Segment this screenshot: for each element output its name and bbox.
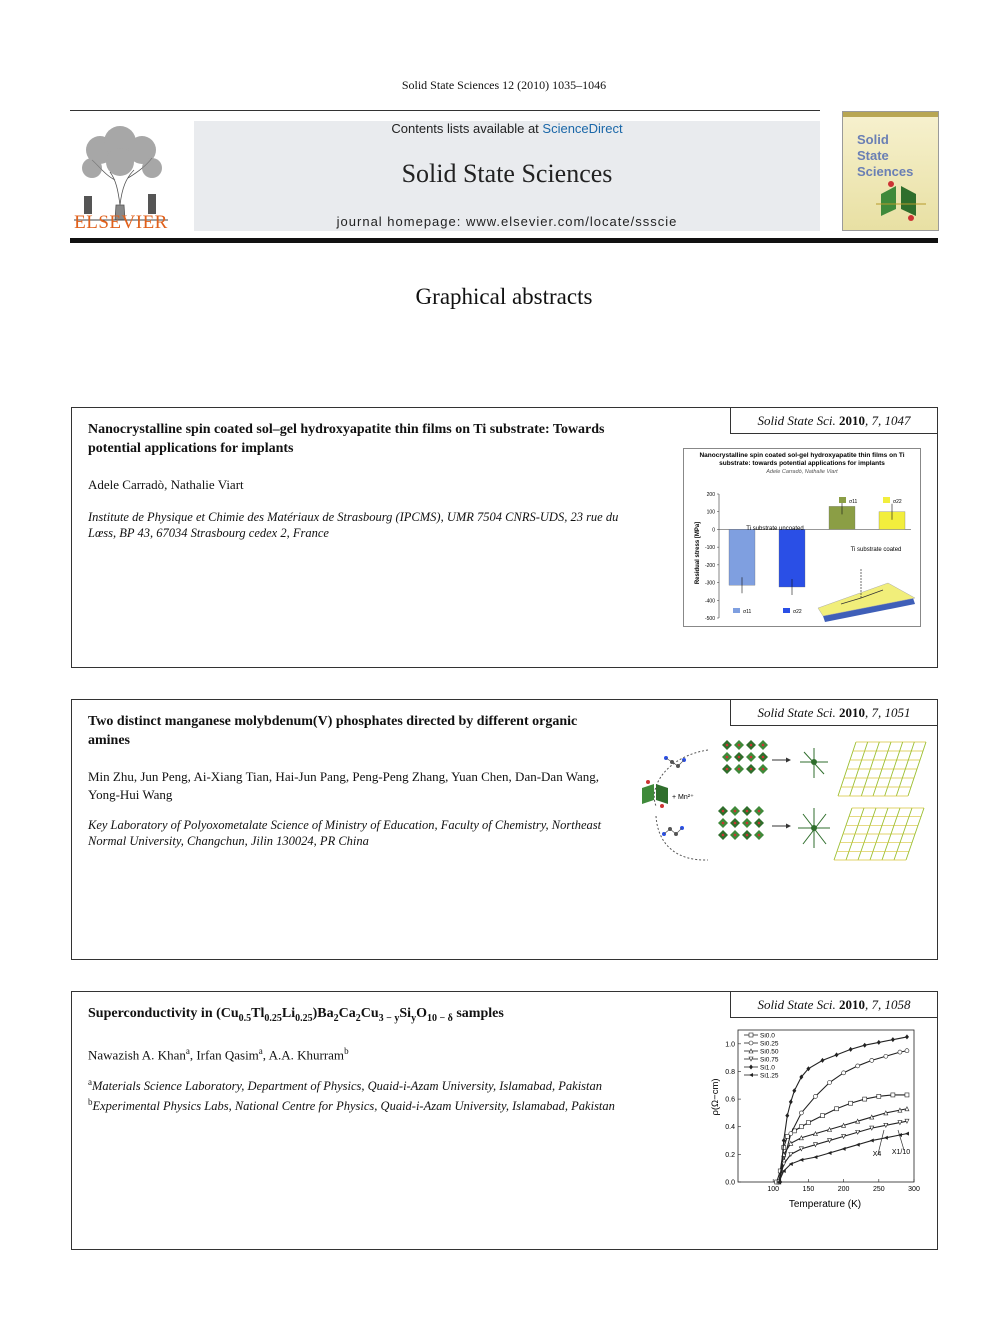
- legend-label-s11-bottom: σ11: [743, 609, 752, 615]
- legend-label-s22-bottom: σ22: [793, 609, 802, 615]
- affiliation-marker: a: [88, 1077, 92, 1087]
- legend-swatch-s22-uncoated: [783, 608, 790, 613]
- affiliation-text: Experimental Physics Labs, National Centre for Physics, Quaid-i-Azam University, Islamabad, Pakistan: [92, 1099, 615, 1114]
- oxygen-atom: [722, 834, 725, 837]
- ref-volume-page: , 7, 1058: [865, 997, 911, 1012]
- title-formula-part: 3 − y: [378, 1012, 400, 1024]
- article-authors: Min Zhu, Jun Peng, Ai-Xiang Tian, Hai-Jun Pang, Peng-Peng Zhang, Yuan Chen, Dan-Dan Wang, Yong-Hui Wang: [88, 769, 599, 802]
- oxygen-atom: [762, 744, 765, 747]
- affiliation-line: [88, 1074, 622, 1094]
- author-affil-marker: b: [344, 1046, 349, 1056]
- data-point-Si1.25: [813, 1155, 817, 1159]
- title-formula-part: 2: [333, 1012, 339, 1024]
- ref-journal: Solid State Sci.: [757, 413, 836, 428]
- title-formula-part: O: [416, 1006, 427, 1021]
- bar-y-tick-label: 0: [712, 527, 715, 534]
- data-point-Si0.25: [828, 1081, 832, 1085]
- oxygen-atom: [726, 768, 729, 771]
- oxygen-atom: [758, 834, 761, 837]
- article-title: Two distinct manganese molybdenum(V) phosphates directed by different organic amines: [88, 714, 578, 748]
- article-reference[interactable]: [730, 700, 937, 726]
- data-point-Si1.0: [820, 1058, 824, 1063]
- oxygen-atom: [722, 822, 725, 825]
- line-x-axis-label: Temperature (K): [788, 1199, 862, 1210]
- data-point-Si0.25: [884, 1054, 888, 1058]
- journal-cover-image: [842, 111, 939, 231]
- legend-swatch-s22-coated: [883, 497, 890, 503]
- oxygen-atom: [734, 834, 737, 837]
- cover-word-3: Sciences: [857, 164, 914, 179]
- data-point-Si0.25: [905, 1049, 909, 1053]
- elsevier-wordmark: ELSEVIER: [74, 212, 168, 233]
- article-authors: Adele Carradò, Nathalie Viart: [88, 477, 244, 492]
- legend-swatch-s11-coated: [839, 497, 846, 503]
- data-point-Si1.25: [856, 1143, 860, 1147]
- bar-y-tick-label: 100: [706, 509, 715, 516]
- data-point-Si0.0: [806, 1121, 810, 1125]
- data-point-Si1.0: [849, 1047, 853, 1052]
- title-formula-part: samples: [452, 1006, 504, 1021]
- x-tick-label: 250: [872, 1186, 885, 1193]
- series-line-Si1.25: [779, 1134, 907, 1182]
- data-point-Si1.0: [891, 1037, 895, 1042]
- article-title: Nanocrystalline spin coated sol–gel hydroxyapatite thin films on Ti substrate: Towards potential applications for implants: [88, 422, 605, 456]
- oxygen-atom: [750, 744, 753, 747]
- x-tick-label: 100: [767, 1186, 780, 1193]
- oxygen-atom: [762, 756, 765, 759]
- oxygen-atom: [722, 810, 725, 813]
- title-formula-part: Si: [399, 1006, 412, 1021]
- ref-year: 2010: [839, 413, 866, 428]
- data-point-Si0.25: [856, 1064, 860, 1068]
- oxygen-atom: [734, 810, 737, 813]
- resistivity-temperature-plot: [698, 1022, 930, 1216]
- article-authors: Nawazish A. Khan$^a$, Irfan Qasim$^a$, A.A. Khurram$^b$: [88, 1046, 349, 1063]
- legend-label-Si0.75: Si0.75: [760, 1056, 779, 1064]
- journal-masthead: [194, 121, 820, 231]
- author-name: Irfan Qasim: [196, 1047, 259, 1063]
- data-point-Si0.0: [785, 1134, 789, 1138]
- data-point-Si1.25: [842, 1147, 846, 1151]
- bar-y-tick-label: -400: [704, 598, 715, 605]
- framework-net-top: [838, 742, 926, 796]
- bar-σ11-0: [729, 529, 755, 585]
- data-point-Si0.25: [870, 1058, 874, 1062]
- abstract-card-3: [71, 991, 938, 1250]
- data-point-Si1.25: [905, 1132, 909, 1136]
- x-tick-label: 150: [802, 1186, 815, 1193]
- oxygen-atom: [726, 756, 729, 759]
- title-formula-part: )Ba: [312, 1006, 334, 1021]
- coordination-star-top: [800, 748, 828, 778]
- oxygen-atom: [758, 810, 761, 813]
- legend-swatch-s11-uncoated: [733, 608, 740, 613]
- oxygen-atom: [750, 768, 753, 771]
- legend-label-s11: σ11: [849, 499, 858, 505]
- legend-label-s22: σ22: [893, 499, 902, 505]
- oxygen-atom: [746, 810, 749, 813]
- header-rule: [70, 110, 820, 111]
- x-tick-label: 300: [908, 1186, 920, 1193]
- y-tick-label: 0.4: [725, 1124, 735, 1132]
- bar-y-tick-label: 200: [706, 492, 715, 498]
- figure-title-line-2: substrate: towards potential applications for implants: [719, 460, 885, 467]
- data-point-Si1.0: [789, 1099, 793, 1104]
- oxygen-atom: [746, 834, 749, 837]
- title-formula-part: Li: [281, 1006, 296, 1021]
- abstract-card-2: [71, 699, 938, 960]
- data-point-Si0.25: [789, 1132, 793, 1136]
- title-formula-part: Cu: [360, 1006, 379, 1021]
- mn-ion-label: + Mn²⁺: [672, 794, 694, 801]
- legend-label-Si1.25: Si1.25: [760, 1072, 779, 1080]
- y-tick-label: 1.0: [725, 1041, 735, 1049]
- article-affiliation: Key Laboratory of Polyoxometalate Science of Ministry of Education, Faculty of Chemistry, Northeast Normal University, Changchun, Jilin 130024, PR China: [88, 818, 602, 848]
- title-formula-part: Superconductivity in (Cu: [88, 1006, 239, 1021]
- data-point-Si1.25: [870, 1139, 874, 1143]
- data-point-Si0.0: [891, 1093, 895, 1097]
- oxygen-atom: [726, 744, 729, 747]
- legend-marker-Si1.0: [749, 1065, 753, 1070]
- data-point-Si0.0: [799, 1125, 803, 1129]
- bar-y-tick-label: -200: [704, 562, 715, 569]
- line-y-axis-label: ρ(Ω−cm): [710, 1078, 721, 1116]
- ref-journal: Solid State Sci.: [757, 705, 836, 720]
- coordination-star-bottom: [798, 808, 830, 848]
- abstract-card-1: [71, 407, 938, 668]
- title-formula-part: 10 − δ: [426, 1012, 453, 1024]
- residual-stress-figure: [683, 448, 921, 628]
- journal-title: Solid State Sciences: [401, 159, 613, 188]
- bar-y-tick-label: -100: [704, 545, 715, 552]
- crystal-structure-scheme: [638, 736, 928, 872]
- y-tick-label: 0.0: [725, 1179, 735, 1187]
- oxygen-atom: [738, 756, 741, 759]
- title-formula-part: Ca: [338, 1006, 356, 1021]
- y-tick-label: 0.8: [725, 1068, 735, 1076]
- bar-category-label-coated: Ti substrate coated: [850, 547, 902, 553]
- legend-label-Si0.25: Si0.25: [760, 1040, 779, 1048]
- data-point-Si0.0: [863, 1097, 867, 1101]
- legend-label-Si0.50: Si0.50: [760, 1048, 779, 1056]
- ref-volume-page: , 7, 1047: [865, 413, 911, 428]
- journal-citation: Solid State Sciences 12 (2010) 1035–1046: [401, 78, 607, 92]
- title-formula-part: 2: [355, 1012, 361, 1024]
- data-point-Si0.25: [799, 1111, 803, 1115]
- header-thick-rule: [70, 238, 938, 243]
- journal-homepage[interactable]: journal homepage: www.elsevier.com/locate/ssscie: [336, 214, 678, 229]
- amine-molecule-top: [664, 756, 686, 768]
- ref-journal: Solid State Sci.: [757, 997, 836, 1012]
- cover-word-2: State: [857, 148, 889, 163]
- oxygen-atom: [750, 756, 753, 759]
- data-point-Si1.0: [905, 1034, 909, 1039]
- oxygen-atom: [762, 768, 765, 771]
- ref-year: 2010: [839, 997, 866, 1012]
- annotation-x110: X1/10: [891, 1149, 911, 1156]
- legend-marker-Si1.25: [749, 1073, 753, 1077]
- title-formula-part: 0.25: [264, 1012, 282, 1024]
- data-point-Si1.25: [828, 1151, 832, 1155]
- data-point-Si1.25: [884, 1136, 888, 1140]
- annotation-arrow-x110: [898, 1130, 904, 1150]
- sciencedirect-link[interactable]: ScienceDirect: [542, 121, 623, 136]
- data-point-Si1.25: [799, 1158, 803, 1162]
- y-tick-label: 0.6: [725, 1096, 735, 1104]
- article-reference[interactable]: [730, 992, 937, 1018]
- article-title: [88, 1004, 622, 1028]
- bar-σ22-0: [779, 529, 805, 587]
- data-point-Si0.0: [905, 1093, 909, 1097]
- article-affiliations: [88, 1074, 622, 1114]
- amine-molecule-bottom: [662, 826, 684, 836]
- article-affiliation: Institute de Physique et Chimie des Matériaux de Strasbourg (IPCMS), UMR 7504 CNRS-UDS, 23 rue du Lœss, BP 43, 67034 Strasbourg cedex 2, France: [88, 510, 619, 540]
- data-point-Si0.0: [820, 1114, 824, 1118]
- legend-label-Si1.0: Si1.0: [760, 1064, 775, 1072]
- data-point-Si0.25: [842, 1071, 846, 1075]
- data-point-Si0.0: [849, 1101, 853, 1105]
- bar-y-tick-label: -500: [704, 616, 715, 622]
- ref-year: 2010: [839, 705, 866, 720]
- bar-y-axis-label: Residual stress [MPa]: [695, 521, 701, 585]
- figure-title-line-1: Nanocrystalline spin coated sol-gel hydroxyapatite thin films on Ti: [699, 452, 905, 459]
- data-point-Si1.0: [863, 1043, 867, 1048]
- cover-word-1: Solid: [857, 132, 889, 147]
- polyhedra-layer-bottom: [718, 806, 764, 840]
- affiliation-line: [88, 1094, 622, 1114]
- bar-category-label-uncoated: Ti substrate uncoated: [746, 526, 804, 532]
- data-point-Si0.25: [813, 1094, 817, 1098]
- author-name: Nawazish A. Khan: [88, 1047, 186, 1063]
- legend-marker-Si0.0: [749, 1033, 753, 1037]
- x-tick-label: 200: [837, 1186, 850, 1193]
- oxygen-atom: [734, 822, 737, 825]
- series-line-Si0.25: [779, 1051, 907, 1182]
- author-affil-marker: a: [185, 1046, 190, 1056]
- oxygen-atom: [758, 822, 761, 825]
- legend-marker-Si0.25: [749, 1041, 753, 1045]
- data-point-Si0.0: [835, 1107, 839, 1111]
- cover-crystal-graphic: [871, 174, 931, 224]
- affiliation-marker: b: [88, 1097, 93, 1108]
- polyhedra-layer-top: [722, 740, 768, 774]
- precursor-cluster: [642, 780, 668, 808]
- title-formula-part: Tl: [251, 1006, 265, 1021]
- annotation-x4: X4: [872, 1151, 882, 1158]
- article-reference[interactable]: [730, 408, 937, 434]
- series-line-Si0.75: [779, 1121, 907, 1182]
- bar-y-tick-label: -300: [704, 580, 715, 587]
- title-formula-part: y: [411, 1012, 417, 1024]
- contents-available-line: [194, 121, 820, 136]
- affiliation-text: Materials Science Laboratory, Department of Physics, Quaid-i-Azam University, Islamabad, Pakistan: [92, 1079, 603, 1094]
- framework-net-bottom: [834, 808, 924, 860]
- author-affil-marker: a: [258, 1046, 263, 1056]
- title-formula-part: 0.5: [238, 1012, 252, 1024]
- legend-label-Si0.0: Si0.0: [760, 1032, 775, 1040]
- data-point-Si0.50: [789, 1141, 793, 1145]
- cover-band: [843, 112, 939, 117]
- ref-volume-page: , 7, 1051: [865, 705, 911, 720]
- title-formula-part: 0.25: [295, 1012, 313, 1024]
- data-point-Si1.0: [877, 1040, 881, 1045]
- figure-authors-line: Adele Carradò, Nathalie Viart: [766, 469, 838, 475]
- oxygen-atom: [738, 744, 741, 747]
- data-point-Si1.0: [785, 1113, 789, 1118]
- data-point-Si1.0: [835, 1052, 839, 1057]
- y-tick-label: 0.2: [725, 1151, 735, 1159]
- oxygen-atom: [738, 768, 741, 771]
- oxygen-atom: [746, 822, 749, 825]
- section-title: Graphical abstracts: [415, 284, 593, 309]
- data-point-Si0.25: [898, 1050, 902, 1054]
- data-point-Si0.0: [877, 1094, 881, 1098]
- contents-prefix: Contents lists available at: [391, 121, 543, 136]
- author-name: A.A. Khurram: [268, 1047, 345, 1063]
